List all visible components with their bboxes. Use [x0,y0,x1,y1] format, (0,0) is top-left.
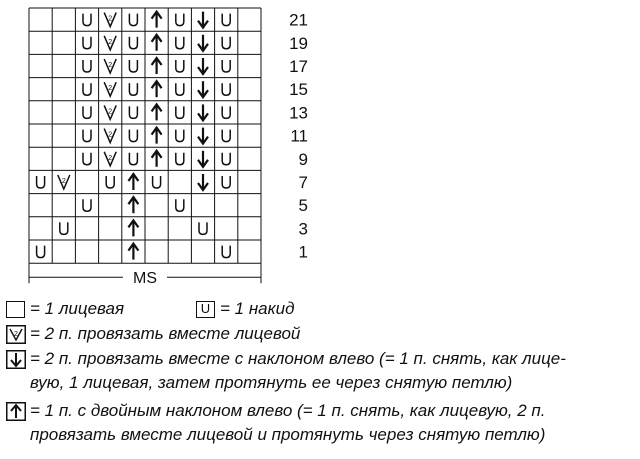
k2tog-digit: 2 [108,15,113,23]
row-number: 21 [289,10,308,30]
yarn-over-icon [83,37,91,49]
k2tog-digit: 2 [108,38,113,46]
yarn-over-icon [176,106,184,118]
row-number: 7 [298,173,308,192]
k2tog-digit: 2 [61,178,66,185]
yarn-over-icon [83,14,91,26]
k2tog-digit: 2 [108,85,113,93]
yarn-over-icon [222,60,230,72]
k2tog-digit: 2 [108,108,113,116]
k2tog-digit: 2 [108,154,113,162]
row-number: 11 [290,126,308,146]
row-number: 13 [289,103,308,123]
yarn-over-icon [129,130,137,142]
yarn-over-icon [176,60,184,72]
row-number: 3 [298,219,308,239]
svg-text:2: 2 [14,331,18,338]
legend-sk2p-line1: = 1 п. с двойным наклоном влево (= 1 п. снять, как лицевую, 2 п. [30,401,546,420]
legend-ssk-line2: вую, 1 лицевая, затем протянуть ее через снятую петлю) [30,373,513,392]
yarn-over-icon [222,246,230,258]
legend-ssk-line1: = 2 п. провязать вместе с наклоном влево (= 1 п. снять, как лице- [30,349,566,368]
yarn-over-icon [83,60,91,72]
yarn-over-icon [37,176,45,188]
yarn-over-icon [222,37,230,49]
legend-yarn-over: = 1 накид [220,299,295,318]
k2tog-digit: 2 [108,131,113,139]
row-number: 1 [298,242,308,262]
yarn-over-icon [153,176,161,188]
yarn-over-icon [83,83,91,95]
down-arrow-icon [6,350,26,369]
row-number: 17 [289,57,308,76]
up-arrow-icon [6,402,26,421]
yarn-over-icon [60,222,68,234]
yarn-over-icon [106,176,114,188]
yarn-over-icon [129,83,137,95]
yarn-over-icon: U [196,301,215,318]
repeat-label: MS [133,270,157,288]
yarn-over-icon [222,106,230,118]
yarn-over-icon [37,246,45,258]
yarn-over-icon [222,130,230,142]
yarn-over-icon [176,130,184,142]
legend-knit: = 1 лицевая [30,299,125,318]
row-number: 19 [289,33,308,53]
yarn-over-icon [83,153,91,165]
yarn-over-icon [83,106,91,118]
yarn-over-icon [129,60,137,72]
row-number: 9 [298,149,308,169]
row-number: 5 [298,196,308,216]
yarn-over-icon [83,130,91,142]
yarn-over-icon [83,199,91,211]
yarn-over-icon [199,222,207,234]
blank-square-icon [6,301,25,318]
k2tog-digit: 2 [108,62,113,69]
yarn-over-icon [176,14,184,26]
yarn-over-icon [176,199,184,211]
yarn-over-icon [176,37,184,49]
k2tog-icon [6,325,26,344]
legend-sk2p-line2: провязать вместе лицевой и протянуть через снятую петлю) [30,425,546,444]
legend-k2tog: = 2 п. провязать вместе лицевой [30,324,301,343]
yarn-over-icon [222,83,230,95]
yarn-over-icon [176,153,184,165]
yarn-over-icon [129,14,137,26]
yarn-over-icon [129,153,137,165]
yarn-over-icon [129,106,137,118]
yarn-over-icon [129,37,137,49]
yarn-over-icon [176,83,184,95]
yarn-over-icon [222,153,230,165]
row-number: 15 [289,80,308,100]
yarn-over-icon [222,176,230,188]
yarn-over-icon [222,14,230,26]
